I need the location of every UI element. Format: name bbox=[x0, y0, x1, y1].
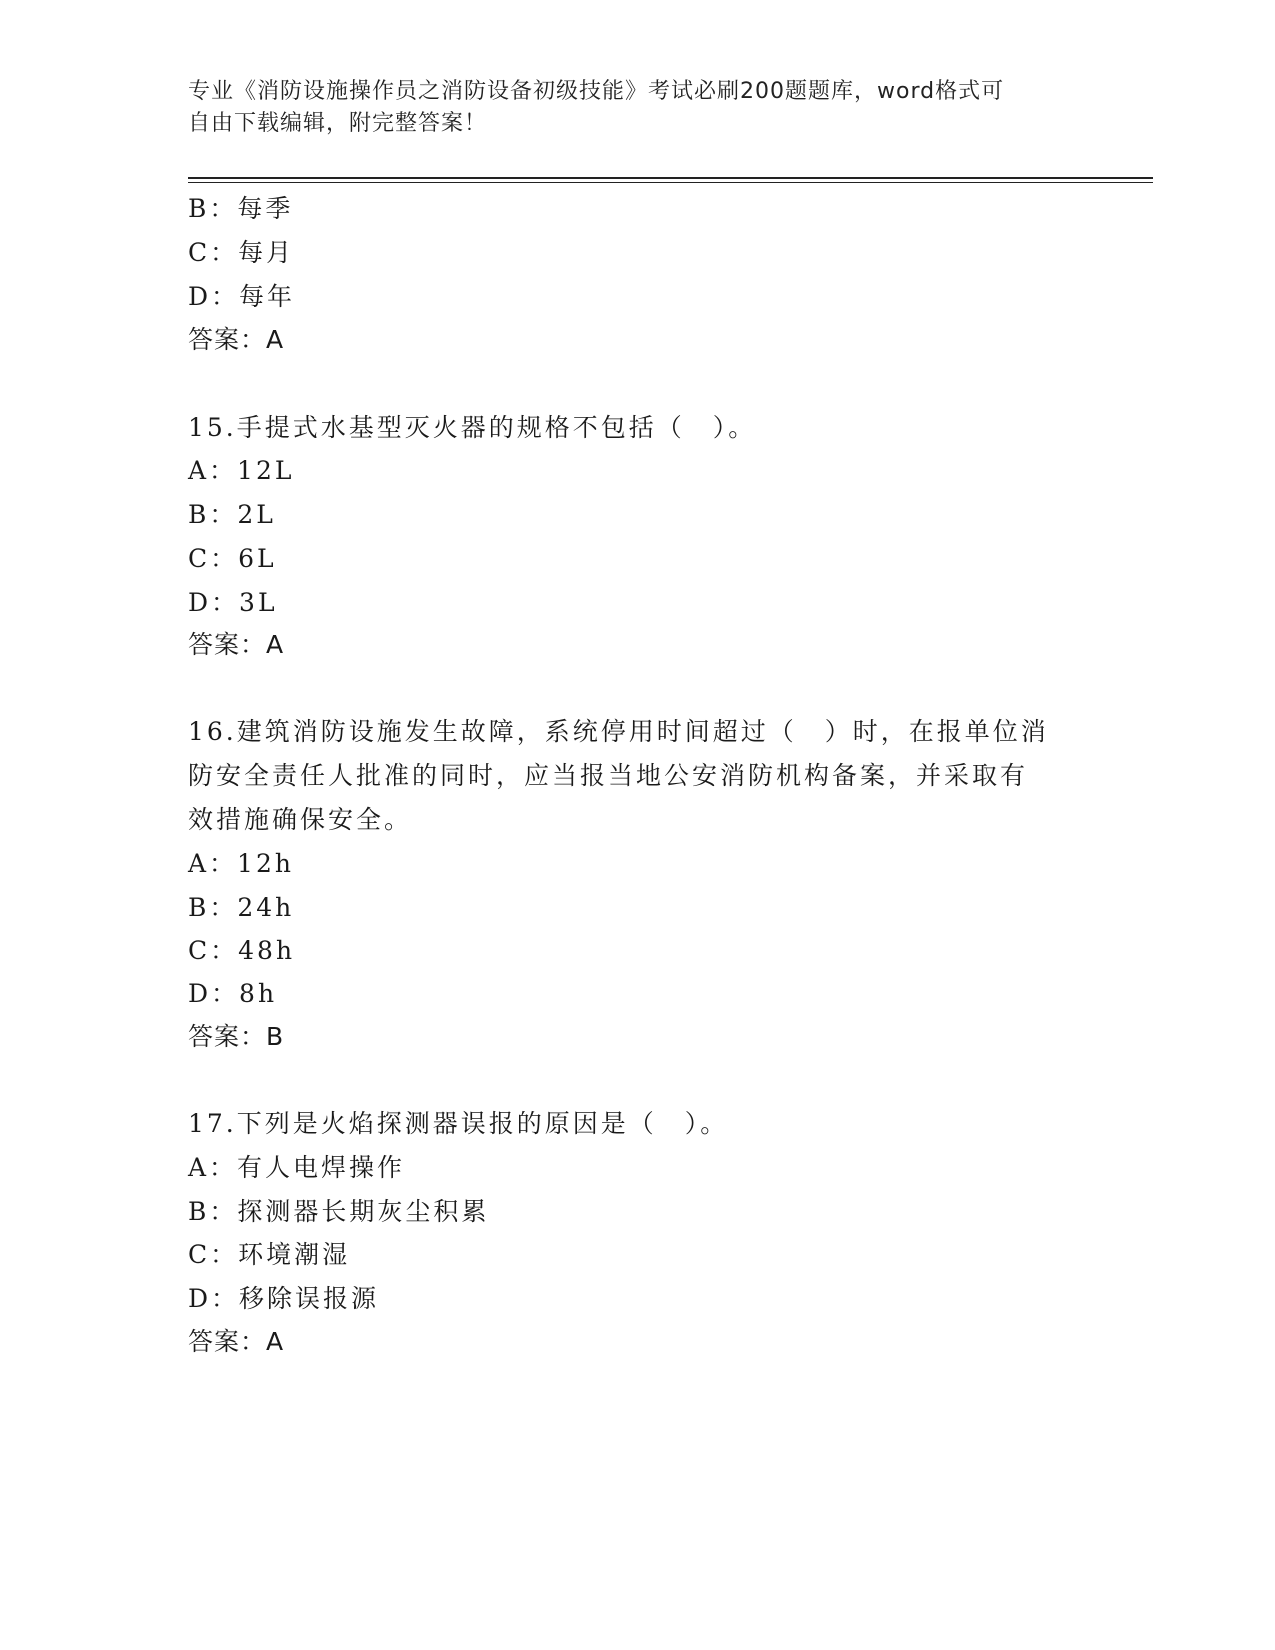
question-16-line-3: 效措施确保安全。 bbox=[188, 805, 413, 834]
answer: 答案：B bbox=[188, 1022, 285, 1051]
option-d: D：3L bbox=[188, 588, 278, 617]
option-d: D：8h bbox=[188, 979, 278, 1008]
answer: 答案：A bbox=[188, 630, 285, 659]
header-line-1: 专业《消防设施操作员之消防设备初级技能》考试必刷200题题库，word格式可 bbox=[188, 79, 1005, 104]
option-b: B：24h bbox=[188, 893, 295, 922]
header-divider bbox=[188, 177, 1153, 179]
answer: 答案：A bbox=[188, 1327, 285, 1356]
option-c: C：每月 bbox=[188, 238, 295, 267]
document-header bbox=[188, 76, 1068, 140]
header-line-2: 自由下载编辑，附完整答案！ bbox=[188, 111, 488, 136]
answer: 答案：A bbox=[188, 325, 285, 354]
question-15: 15.手提式水基型灭火器的规格不包括（ ）。 bbox=[188, 413, 757, 442]
option-a: A：12h bbox=[188, 849, 294, 878]
question-16-line-1: 16.建筑消防设施发生故障，系统停用时间超过（ ）时，在报单位消 bbox=[188, 717, 1049, 746]
option-a: A：有人电焊操作 bbox=[188, 1153, 406, 1182]
option-c: C：环境潮湿 bbox=[188, 1240, 351, 1269]
option-b: B：探测器长期灰尘积累 bbox=[188, 1197, 490, 1226]
question-16-line-2: 防安全责任人批准的同时，应当报当地公安消防机构备案，并采取有 bbox=[188, 761, 1029, 790]
option-c: C：48h bbox=[188, 936, 296, 965]
option-d: D：移除误报源 bbox=[188, 1284, 380, 1313]
question-17: 17.下列是火焰探测器误报的原因是（ ）。 bbox=[188, 1109, 729, 1138]
option-b: B：2L bbox=[188, 500, 276, 529]
header-divider-thin bbox=[188, 182, 1153, 183]
option-b: B：每季 bbox=[188, 194, 294, 223]
option-d: D：每年 bbox=[188, 282, 296, 311]
option-c: C：6L bbox=[188, 544, 277, 573]
option-a: A：12L bbox=[188, 456, 295, 485]
